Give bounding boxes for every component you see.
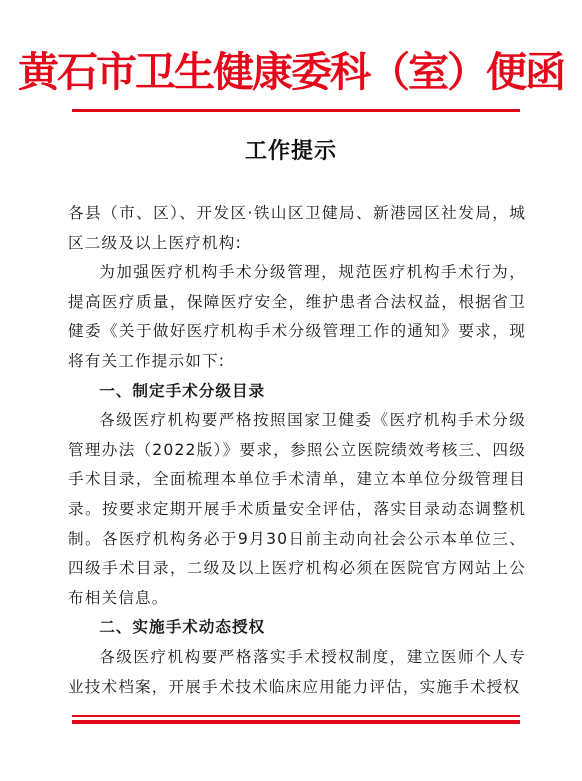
footer-red-rule-thick (72, 720, 520, 724)
footer-red-rule-thin (72, 715, 520, 717)
section-heading-1: 一、制定手术分级目录 (99, 381, 266, 400)
letterhead-red-rule (72, 109, 520, 112)
intro-paragraph: 为加强医疗机构手术分级管理，规范医疗机构手术行为，提高医疗质量，保障医疗安全，维护患者合法权益，根据省卫健委《关于做好医疗机构手术分级管理工作的通知》要求，现将有关工作提示如下: (68, 263, 526, 370)
section-heading-2: 二、实施手术动态授权 (99, 618, 266, 637)
letterhead-title: 黄石市卫生健康委科（室）便函 (18, 48, 564, 96)
section-paragraph-1: 各级医疗机构要严格按照国家卫健委《医疗机构手术分级管理办法（2022版）》要求，参照公立医院绩效考核三、四级手术目录，全面梳理本单位手术清单，建立本单位分级管理目录。按要求定期开展手术质量安全评估，落实目录动态调整机制。各医疗机构务必于9月30日前主动向社会公示本单位三、四级手术目录，二级及以上医疗机构必须在医院官方网站上公布相关信息。 (68, 411, 526, 607)
document-body (68, 199, 526, 702)
section-paragraph-2: 各级医疗机构要严格落实手术授权制度，建立医师个人专业技术档案，开展手术技术临床应用能力评估，实施手术授权 (68, 647, 526, 696)
addressee-line: 各县（市、区）、开发区·铁山区卫健局、新港园区社发局，城区二级及以上医疗机构: (68, 204, 526, 252)
document-subtitle: 工作提示 (244, 138, 337, 164)
